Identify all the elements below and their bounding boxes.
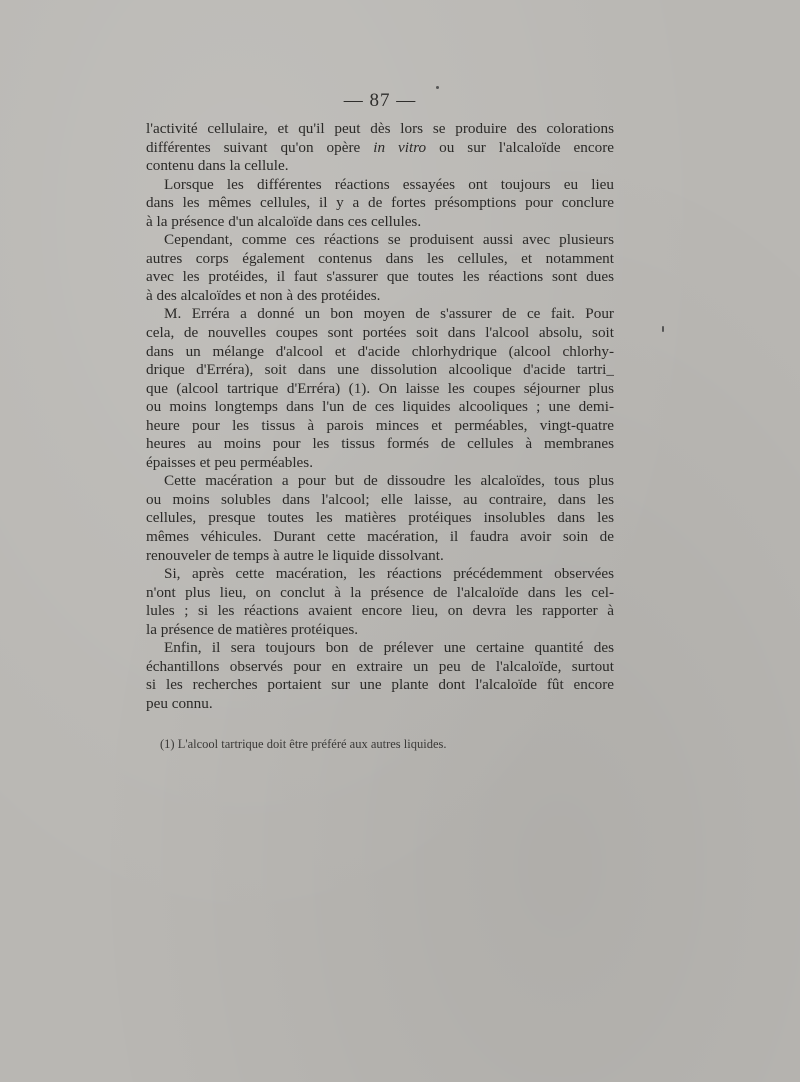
italic-term: in vitro [373, 138, 427, 156]
text-line: l'activité cellulaire, et qu'il peut dès lors se produire des colorations [146, 120, 614, 137]
text-line: dans un mélange d'alcool et d'acide chlorhydrique (alcool chlorhy- [146, 342, 614, 360]
text-line: mêmes véhicules. Durant cette macération, il faudra avoir soin de [146, 528, 614, 546]
text-line: n'ont plus lieu, on conclut à la présence de l'alcaloïde dans les cel- [146, 583, 614, 601]
text-line: Enfin, il sera toujours bon de prélever une certaine quantité des [164, 639, 614, 657]
text-line: peu connu. [146, 694, 213, 712]
text-line: Cependant, comme ces réactions se produisent aussi avec plusieurs [164, 231, 614, 249]
text-line: si les recherches portaient sur une plante dont l'alcaloïde fût encore [146, 676, 614, 694]
text-line: heures au moins pour les tissus formés de cellules à membranes [146, 435, 614, 453]
text-line: heure pour les tissus à parois minces et perméables, vingt-quatre [146, 416, 614, 434]
text-line: renouveler de temps à autre le liquide dissolvant. [146, 546, 444, 564]
text-line: avec les protéides, il faut s'assurer que toutes les réactions sont dues [146, 268, 614, 286]
body-text [146, 120, 614, 714]
text-line: Cette macération a pour but de dissoudre les alcaloïdes, tous plus [164, 472, 614, 490]
text-line: lules ; si les réactions avaient encore lieu, on devra les rapporter à [146, 602, 614, 620]
text-line: drique d'Erréra), soit dans une dissolution alcoolique d'acide tartri_ [146, 361, 614, 379]
text-line: ou moins longtemps dans l'un de ces liquides alcooliques ; une demi- [146, 398, 614, 416]
text-line: cellules, presque toutes les matières protéiques insolubles dans les [146, 509, 614, 527]
text-line: que (alcool tartrique d'Erréra) (1). On laisse les coupes séjourner plus [146, 379, 614, 397]
text-line: dans les mêmes cellules, il y a de fortes présomptions pour conclure [146, 194, 614, 212]
footnote: (1) L'alcool tartrique doit être préféré aux autres liquides. [160, 737, 447, 751]
page-number: — 87 — [343, 90, 417, 111]
text-line: épaisses et peu perméables. [146, 453, 313, 471]
text-line: autres corps également contenus dans les cellules, et notamment [146, 249, 614, 267]
text-line: Lorsque les différentes réactions essayées ont toujours eu lieu [164, 175, 614, 193]
ink-speck [662, 326, 664, 332]
text-line: à la présence d'un alcaloïde dans ces cellules. [146, 212, 422, 230]
text-line: à des alcaloïdes et non à des protéides. [146, 286, 381, 304]
text-line: Si, après cette macération, les réactions précédemment observées [164, 565, 614, 583]
text-line: ou moins solubles dans l'alcool; elle laisse, au contraire, dans les [146, 490, 614, 508]
text-line: la présence de matières protéiques. [146, 620, 359, 638]
text-line: contenu dans la cellule. [146, 157, 289, 175]
text-line: différentes suivant qu'on opère in vitro ou sur l'alcaloïde encore [146, 138, 614, 156]
text-line: M. Erréra a donné un bon moyen de s'assurer de ce fait. Pour [164, 305, 614, 323]
ink-speck [436, 86, 439, 89]
text-line: échantillons observés pour en extraire un peu de l'alcaloïde, surtout [146, 657, 614, 675]
text-line: cela, de nouvelles coupes sont portées soit dans l'alcool absolu, soit [146, 324, 614, 342]
